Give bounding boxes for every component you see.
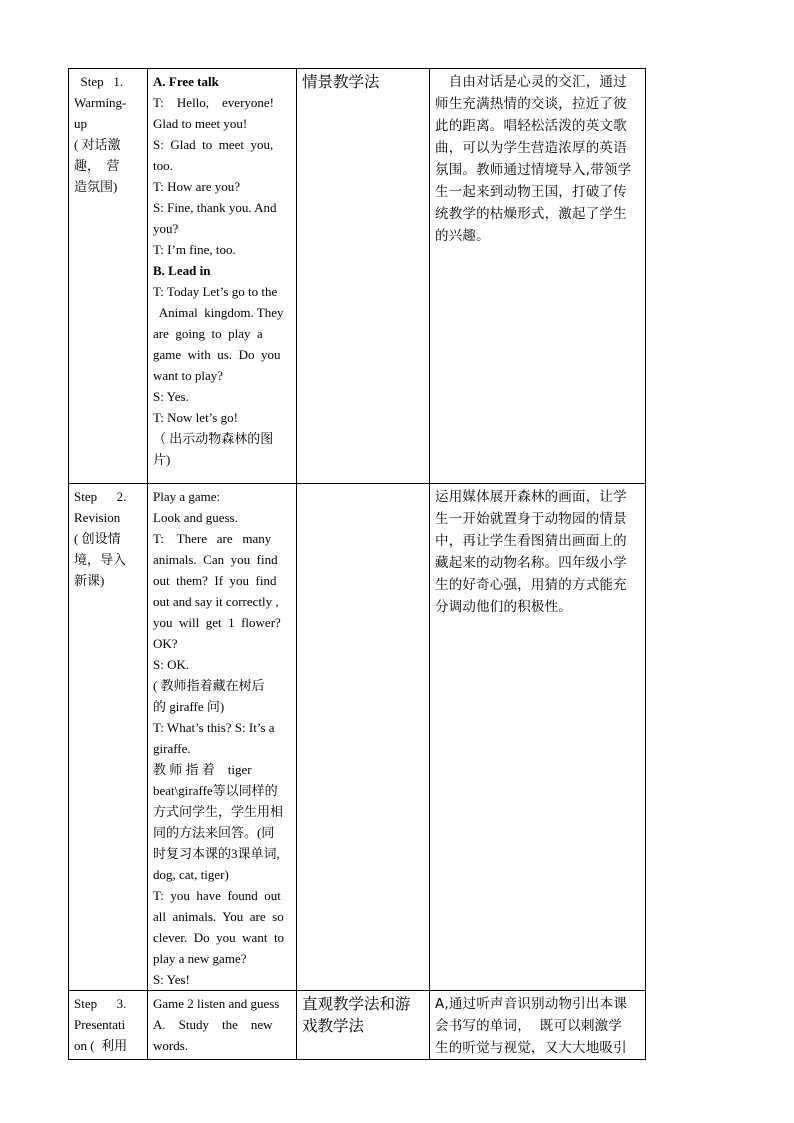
text-line: 藏起来的动物名称。四年级小学 — [435, 555, 627, 571]
step-cell — [69, 991, 148, 1060]
text-line: S: Glad to meet you, — [153, 137, 274, 152]
text-line: Step 1. — [74, 74, 124, 89]
text-line: T: you have found out — [153, 888, 281, 903]
text-line: you will get 1 flower? — [153, 615, 281, 630]
text-line: 直观教学法和游 — [302, 995, 411, 1013]
text-line: Warming- — [74, 95, 127, 110]
text-line: Game 2 listen and guess — [153, 996, 280, 1011]
text-line: 运用媒体展开森林的画面，让学 — [435, 489, 627, 505]
table-row — [69, 69, 646, 484]
text-line: 新课) — [74, 573, 105, 588]
text-line: S: Yes. — [153, 389, 189, 404]
text-line: 师生充满热情的交谈，拉近了彼 — [435, 96, 627, 112]
text-line: 戏教学法 — [302, 1017, 365, 1035]
text-line: on ( 利用 — [74, 1038, 128, 1053]
activity-cell — [148, 484, 297, 991]
text-line: S: Fine, thank you. And — [153, 200, 277, 215]
text-line: dog, cat, tiger) — [153, 867, 229, 882]
text-line: Step 2. — [74, 489, 127, 504]
step-cell — [69, 69, 148, 484]
text-line: ( 创设情 — [74, 531, 121, 546]
table-row — [69, 484, 646, 991]
text-line: 同的方法来回答。(同 — [153, 825, 275, 840]
text-line: 此的距离。唱轻松活泼的英文歌 — [435, 118, 627, 134]
text-line: 时复习本课的3课单词, — [153, 846, 280, 861]
text-line: S: OK. — [153, 657, 190, 672]
text-line: A. Study the new — [153, 1017, 273, 1032]
purpose-cell — [430, 484, 646, 991]
text-line: T: Hello, everyone! — [153, 95, 275, 110]
text-line: 自由对话是心灵的交汇，通过 — [435, 74, 627, 90]
text-line: T: Now let’s go! — [153, 410, 238, 425]
text-line: 统教学的枯燥形式，激起了学生 — [435, 206, 627, 222]
text-line: Play a game: — [153, 489, 221, 504]
text-line: ( 教师指着藏在树后 — [153, 678, 265, 693]
lesson-plan-table — [68, 68, 646, 1060]
text-line: S: Yes! — [153, 972, 190, 987]
text-line: 曲，可以为学生营造浓厚的英语 — [435, 140, 627, 156]
text-line: T: I’m fine, too. — [153, 242, 236, 257]
purpose-cell — [430, 991, 646, 1060]
purpose-cell — [430, 69, 646, 484]
text-line: out them? If you find — [153, 573, 277, 588]
text-line: 片) — [153, 452, 171, 467]
step-cell — [69, 484, 148, 991]
text-line: beat\giraffe等以同样的 — [153, 783, 278, 798]
method-cell — [297, 991, 430, 1060]
text-line: clever. Do you want to — [153, 930, 285, 945]
text-line: are going to play a — [153, 326, 263, 341]
text-line: words. — [153, 1038, 189, 1053]
text-line: 分调动他们的积极性。 — [435, 599, 572, 615]
text-line: 会书写的单词， 既可以刺激学 — [435, 1018, 623, 1034]
text-line: 生的听觉与视觉，又大大地吸引 — [435, 1040, 627, 1056]
text-line: up — [74, 116, 87, 131]
activity-cell — [148, 69, 297, 484]
text-line: 境，导入 — [74, 552, 127, 567]
text-line: 中，再让学生看图猜出画面上的 — [435, 533, 627, 549]
text-line: out and say it correctly , — [153, 594, 279, 609]
table-row — [69, 991, 646, 1060]
text-line: 生一起来到动物王国，打破了传 — [435, 184, 627, 200]
text-line: all animals. You are so — [153, 909, 284, 924]
text-line: Presentati — [74, 1017, 126, 1032]
text-line: A,通过听声音识别动物引出本课 — [435, 996, 628, 1012]
text-line: 生的好奇心强，用猜的方式能充 — [435, 577, 627, 593]
text-line: 生一开始就置身于动物园的情景 — [435, 511, 627, 527]
text-line: 的 giraffe 问) — [153, 699, 225, 714]
text-line: Revision — [74, 510, 121, 525]
text-line: too. — [153, 158, 173, 173]
text-line: you? — [153, 221, 179, 236]
text-line: ( 对话激 — [74, 137, 121, 152]
method-cell — [297, 484, 430, 991]
text-line: game with us. Do you — [153, 347, 281, 362]
text-line: T: There are many — [153, 531, 272, 546]
text-line: B. Lead in — [153, 263, 211, 278]
method-cell — [297, 69, 430, 484]
text-line: T: What’s this? S: It’s a — [153, 720, 275, 735]
text-line: （ 出示动物森林的图 — [153, 431, 274, 446]
text-line: 方式问学生，学生用相 — [153, 804, 284, 819]
text-line: A. Free talk — [153, 74, 219, 89]
text-line: giraffe. — [153, 741, 191, 756]
text-line: OK? — [153, 636, 178, 651]
text-line: Glad to meet you! — [153, 116, 248, 131]
text-line: Look and guess. — [153, 510, 238, 525]
text-line: T: How are you? — [153, 179, 241, 194]
text-line: 的兴趣。 — [435, 228, 490, 244]
text-line: Step 3. — [74, 996, 127, 1011]
text-line: Animal kingdom. They — [153, 305, 284, 320]
text-line: play a new game? — [153, 951, 247, 966]
text-line: 教 师 指 着 tiger — [153, 762, 252, 777]
activity-cell — [148, 991, 297, 1060]
text-line: 情景教学法 — [302, 73, 380, 91]
text-line: 氛围。教师通过情境导入,带领学 — [435, 162, 632, 178]
text-line: T: Today Let’s go to the — [153, 284, 278, 299]
text-line: 趣， 营 — [74, 158, 120, 173]
text-line: animals. Can you find — [153, 552, 278, 567]
text-line: 造氛围) — [74, 179, 118, 194]
text-line: want to play? — [153, 368, 224, 383]
